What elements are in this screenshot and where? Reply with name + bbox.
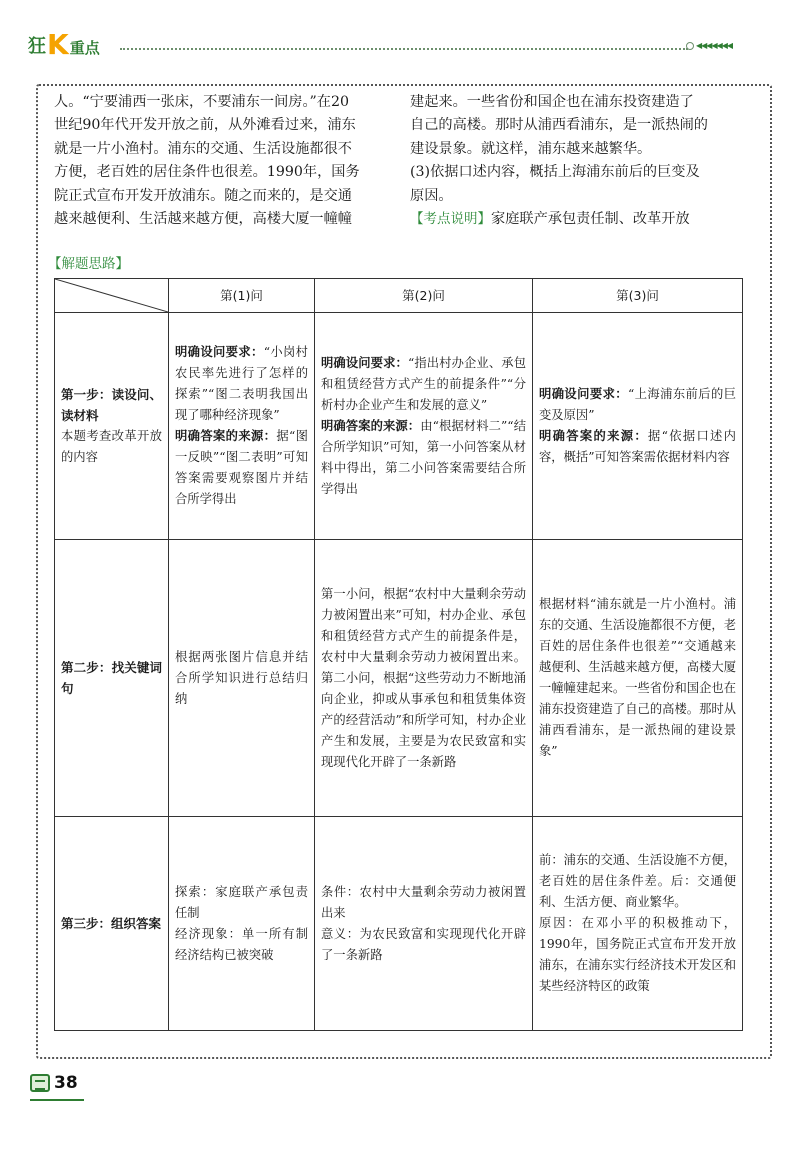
step2-q3-cell: 根据材料“浦东就是一片小渔村。浦东的交通、生活设施都很不方便，老百姓的居住条件也很差”“交通越来越便利、生活越来越方便，高楼大厦一幢幢建起来。一些省份和国企也在浦东投资建造了自己的高楼。那时从浦西看浦东，是一派热闹的建设景象”: [533, 540, 743, 817]
column-header-q3: 第(3)问: [533, 279, 743, 313]
question-line: 原因。: [410, 187, 453, 204]
step1-label-cell: [55, 313, 169, 540]
step3-q1-cell: [169, 817, 315, 1031]
answer-line: 探索：家庭联产承包责任制: [175, 884, 308, 920]
answer-source-label: 明确答案的来源：: [321, 418, 421, 433]
step3-q3-cell: [533, 817, 743, 1031]
logo-text-3: 重点: [69, 39, 100, 57]
question-line: (3)依据口述内容，概括上海浦东前后的巨变及: [410, 164, 700, 181]
step2-title: 第二步：找关键词句: [61, 660, 162, 696]
book-icon: [30, 1074, 50, 1092]
answer-source-label: 明确答案的来源：: [539, 429, 648, 443]
answer-source-label: 明确答案的来源：: [175, 429, 277, 443]
requirement-text: “小岗村农民率先进行了怎样的探索”“图二表明我国出现了哪种经济现象”: [175, 345, 308, 422]
answer-line: 前：浦东的交通、生活设施不方便，老百姓的居住条件差。后：交通便利、生活方便、商业繁华。: [539, 853, 736, 909]
step2-q2-cell: 第一小问，根据“农村中大量剩余劳动力被闲置出来”可知，村办企业、承包和租赁经营方式产生的前提条件是，农村中大量剩余劳动力被闲置出来。第二小问，根据“这些劳动力不断地涌向企业，抑或从事承包和租赁集体资产的经营活动”和所学可知，村办企业产生和发展，主要是为农民致富和实现现代化开辟了一条新路: [315, 540, 533, 817]
step2-label-cell: [55, 540, 169, 817]
passage-right-column: [410, 91, 750, 231]
passage-left-column: [54, 91, 386, 231]
step3-q2-cell: [315, 817, 533, 1031]
passage-line: 建起来。一些省份和国企也在浦东投资建造了: [410, 94, 694, 110]
page-number: 38: [54, 1073, 78, 1093]
column-header-q1: 第(1)问: [169, 279, 315, 313]
exam-point-tag: 【考点说明】: [410, 211, 491, 228]
header-arrows-icon: ◀◀◀◀◀◀◀: [696, 41, 733, 50]
solution-table: [54, 278, 743, 1031]
answer-line: 意义：为农民致富和实现现代化开辟了一条新路: [321, 926, 526, 962]
header-dotted-line: [120, 48, 688, 50]
footer-underline: [30, 1099, 84, 1101]
table-row-step1: [55, 313, 743, 540]
answer-source-text: 由“根据材料二”“结合所学知识”可知，第一小问答案从材料中得出，第二小问答案需要结合所学得出: [321, 418, 526, 496]
brand-logo: [28, 28, 100, 61]
passage-line: 人。“宁要浦西一张床，不要浦东一间房。”在20: [54, 94, 350, 110]
passage-line: 自己的高楼。那时从浦西看浦东，是一派热闹的: [410, 117, 708, 134]
page-footer: [30, 1073, 78, 1093]
requirement-text: “指出村办企业、承包和租赁经营方式产生的前提条件”“分析村办企业产生和发展的意义”: [321, 355, 526, 412]
logo-text-1: 狂: [28, 36, 46, 57]
passage-line: 越来越便利、生活越来越方便，高楼大厦一幢幢: [54, 211, 352, 228]
passage-line: 建设景象。就这样，浦东越来越繁华。: [410, 140, 652, 157]
column-header-q2: 第(2)问: [315, 279, 533, 313]
answer-source-text: 据“图一反映”“图二表明”可知答案需要观察图片并结合所学得出: [175, 429, 308, 506]
passage-line: 方便，老百姓的居住条件也很差。1990年，国务: [54, 164, 360, 181]
step2-q1-cell: 根据两张图片信息并结合所学知识进行总结归纳: [169, 540, 315, 817]
answer-source-text: 据“依据口述内容，概括”可知答案需依据材料内容: [539, 429, 736, 464]
answer-line: 原因：在邓小平的积极推动下，1990年，国务院正式宣布开发开放浦东，在浦东实行经济技术开发区和某些经济特区的政策: [539, 916, 736, 993]
page-header: [28, 30, 773, 60]
requirement-text: “上海浦东前后的巨变及原因”: [539, 387, 736, 422]
step1-q3-cell: [533, 313, 743, 540]
step3-label-cell: [55, 817, 169, 1031]
requirement-label: 明确设问要求：: [539, 387, 628, 401]
table-row-step2: [55, 540, 743, 817]
passage-line: 就是一片小渔村。浦东的交通、生活设施都很不: [54, 140, 352, 157]
table-header-row: [55, 279, 743, 313]
table-row-step3: [55, 817, 743, 1031]
step1-q2-cell: [315, 313, 533, 540]
exam-point-note: [410, 208, 750, 231]
step1-title: 第一步：读设问、读材料: [61, 387, 162, 423]
answer-line: 条件：农村中大量剩余劳动力被闲置出来: [321, 884, 526, 920]
passage-line: 世纪90年代开发开放之前，从外滩看过来，浦东: [54, 117, 356, 134]
logo-text-2: K: [47, 28, 69, 61]
header-ring-icon: [686, 42, 694, 50]
solution-approach-title: 【解题思路】: [48, 256, 129, 272]
exam-point-text: 家庭联产承包责任制、改革开放: [491, 211, 690, 228]
requirement-label: 明确设问要求：: [321, 355, 408, 370]
passage-line: 院正式宣布开发开放浦东。随之而来的，是交通: [54, 187, 352, 204]
step1-note: 本题考查改革开放的内容: [61, 429, 162, 464]
diagonal-corner-cell: [55, 279, 169, 313]
requirement-label: 明确设问要求：: [175, 345, 264, 359]
step3-title: 第三步：组织答案: [61, 916, 162, 931]
answer-line: 经济现象：单一所有制经济结构已被突破: [175, 926, 308, 962]
step1-q1-cell: [169, 313, 315, 540]
